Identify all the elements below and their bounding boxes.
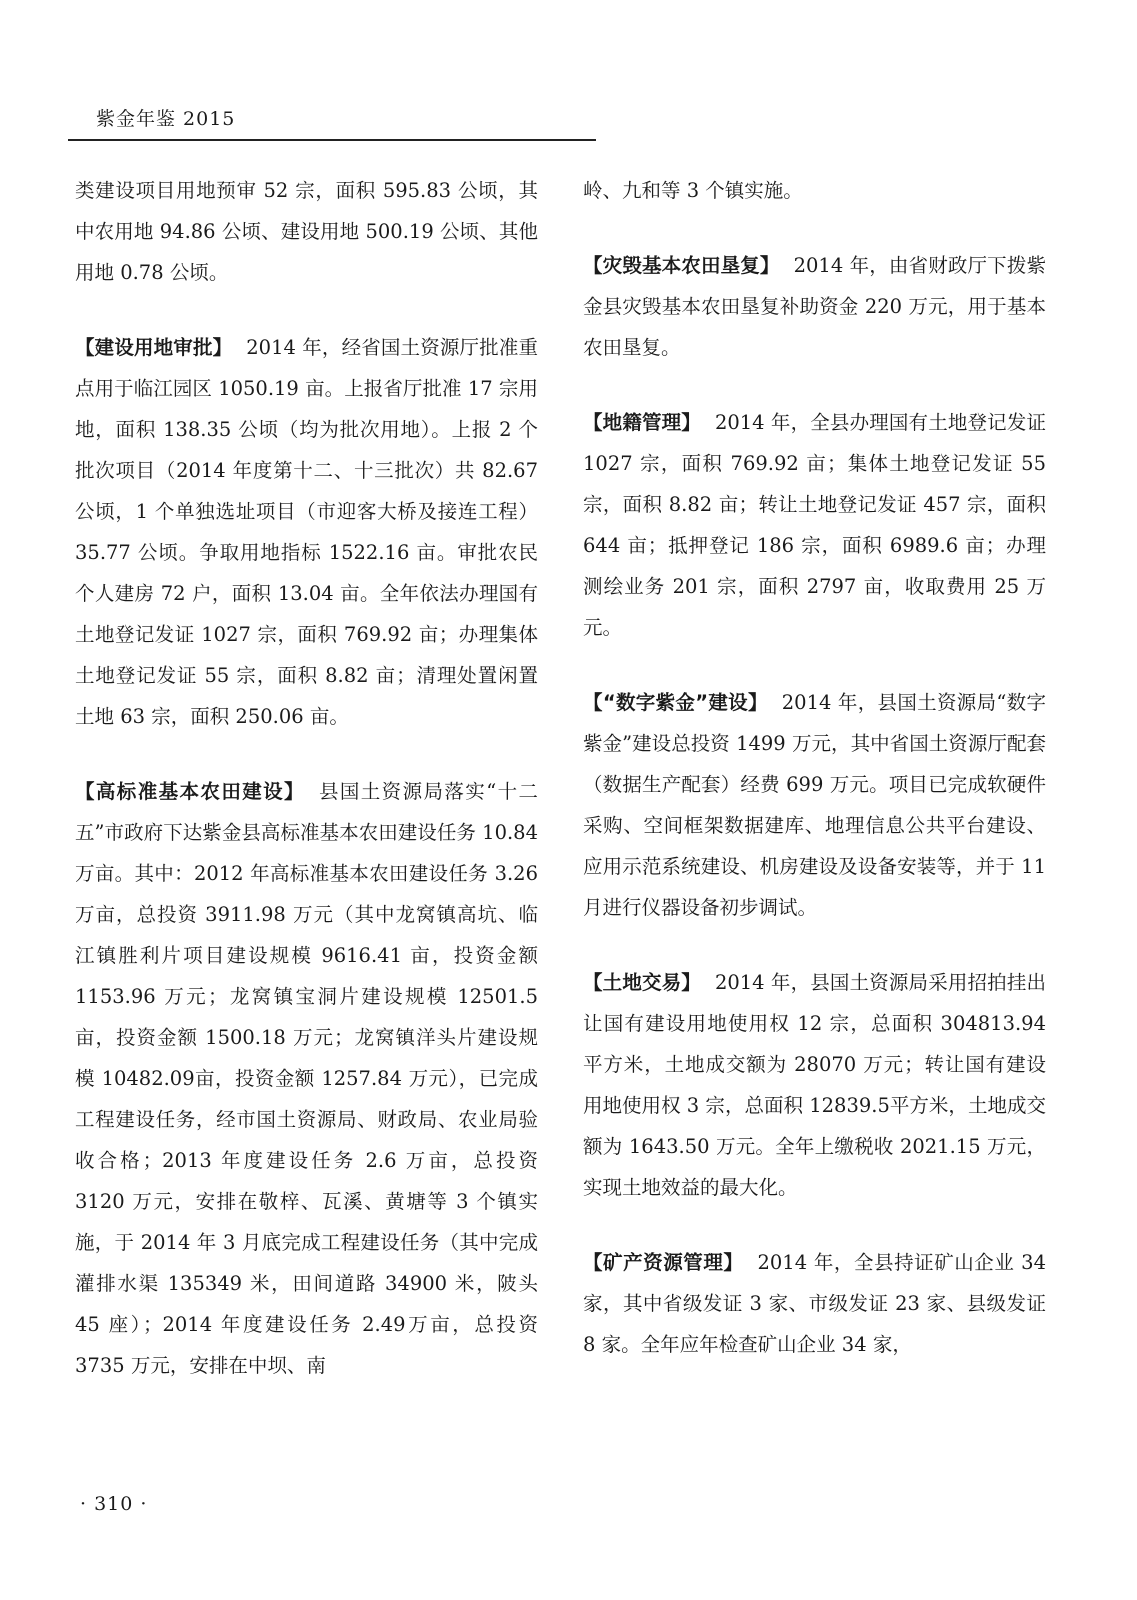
paragraph-text: 2014 年，县国土资源局“数字紫金”建设总投资 1499 万元，其中省国土资源厅配套（数据生产配套）经费 699 万元。项目已完成软硬件采购、空间框架数据建库、地理信息公共平台建设、应用示范系统建设、机房建设及设备安装等，并于 11 月进行仪器设备初步调试。: [583, 691, 1046, 919]
left-column: [75, 170, 538, 1386]
section-title: 【地籍管理】: [583, 411, 701, 434]
paragraph: [583, 1242, 1046, 1365]
running-header: 紫金年鉴 2015: [96, 108, 236, 130]
paragraph-text: 类建设项目用地预审 52 宗，面积 595.83 公顷，其中农用地 94.86 公顷、建设用地 500.19 公顷、其他用地 0.78 公顷。: [75, 179, 538, 284]
paragraph-text: 2014 年，全县持证矿山企业 34 家，其中省级发证 3 家、市级发证 23 家、县级发证 8 家。全年应年检查矿山企业 34 家，: [583, 1251, 1046, 1356]
paragraph: [583, 402, 1046, 648]
section-title: 【建设用地审批】: [75, 336, 233, 359]
header-rule: [68, 139, 596, 141]
paragraph-text: 县国土资源局落实“十二五”市政府下达紫金县高标准基本农田建设任务 10.84 万亩。其中：2012 年高标准基本农田建设任务 3.26 万亩，总投资 3911.98 万元（其中龙窝镇高坑、临江镇胜利片项目建设规模 9616.41 亩，投资金额 1153.96 万元；龙窝镇宝洞片建设规模 12501.5 亩，投资金额 1500.18 万元；龙窝镇洋头片建设规模 10482.09亩，投资金额 1257.84 万元），已完成工程建设任务，经市国土资源局、财政局、农业局验收合格；2013 年度建设任务 2.6 万亩，总投资 3120 万元，安排在敬梓、瓦溪、黄塘等 3 个镇实施，于 2014 年 3 月底完成工程建设任务（其中完成灌排水渠 135349 米，田间道路 34900 米，陂头 45 座）；2014 年度建设任务 2.49万亩，总投资 3735 万元，安排在中坝、南: [75, 780, 538, 1377]
page-number: · 310 ·: [80, 1493, 148, 1515]
paragraph-text: 2014 年，全县办理国有土地登记发证 1027 宗，面积 769.92 亩；集体土地登记发证 55 宗，面积 8.82 亩；转让土地登记发证 457 宗，面积 644 亩；抵押登记 186 宗，面积 6989.6 亩；办理测绘业务 201 宗，面积 2797 亩，收取费用 25 万元。: [583, 411, 1046, 639]
paragraph: [583, 245, 1046, 368]
paragraph: [583, 682, 1046, 928]
paragraph-text: 岭、九和等 3 个镇实施。: [583, 179, 803, 202]
paragraph-text: 2014 年，县国土资源局采用招拍挂出让国有建设用地使用权 12 宗，总面积 304813.94 平方米，土地成交额为 28070 万元；转让国有建设用地使用权 3 宗，总面积 12839.5平方米，土地成交额为 1643.50 万元。全年上缴税收 2021.15 万元，实现土地效益的最大化。: [583, 971, 1046, 1199]
section-title: 【“数字紫金”建设】: [583, 691, 768, 714]
paragraph: [583, 962, 1046, 1208]
paragraph: [75, 771, 538, 1386]
right-column: [583, 170, 1046, 1365]
paragraph-text: 2014 年，由省财政厅下拨紫金县灾毁基本农田垦复补助资金 220 万元，用于基本农田垦复。: [583, 254, 1046, 359]
section-title: 【灾毁基本农田垦复】: [583, 254, 780, 277]
paragraph: [583, 170, 1046, 211]
section-title: 【矿产资源管理】: [583, 1251, 744, 1274]
section-title: 【土地交易】: [583, 971, 701, 994]
paragraph: [75, 327, 538, 737]
section-title: 【高标准基本农田建设】: [75, 780, 305, 803]
paragraph-text: 2014 年，经省国土资源厅批准重点用于临江园区 1050.19 亩。上报省厅批准 17 宗用地，面积 138.35 公顷（均为批次用地）。上报 2 个批次项目（2014 年度第十二、十三批次）共 82.67 公顷，1 个单独选址项目（市迎客大桥及接连工程）35.77 公顷。争取用地指标 1522.16 亩。审批农民个人建房 72 户，面积 13.04 亩。全年依法办理国有土地登记发证 1027 宗，面积 769.92 亩；办理集体土地登记发证 55 宗，面积 8.82 亩；清理处置闲置土地 63 宗，面积 250.06 亩。: [75, 336, 538, 728]
paragraph: [75, 170, 538, 293]
